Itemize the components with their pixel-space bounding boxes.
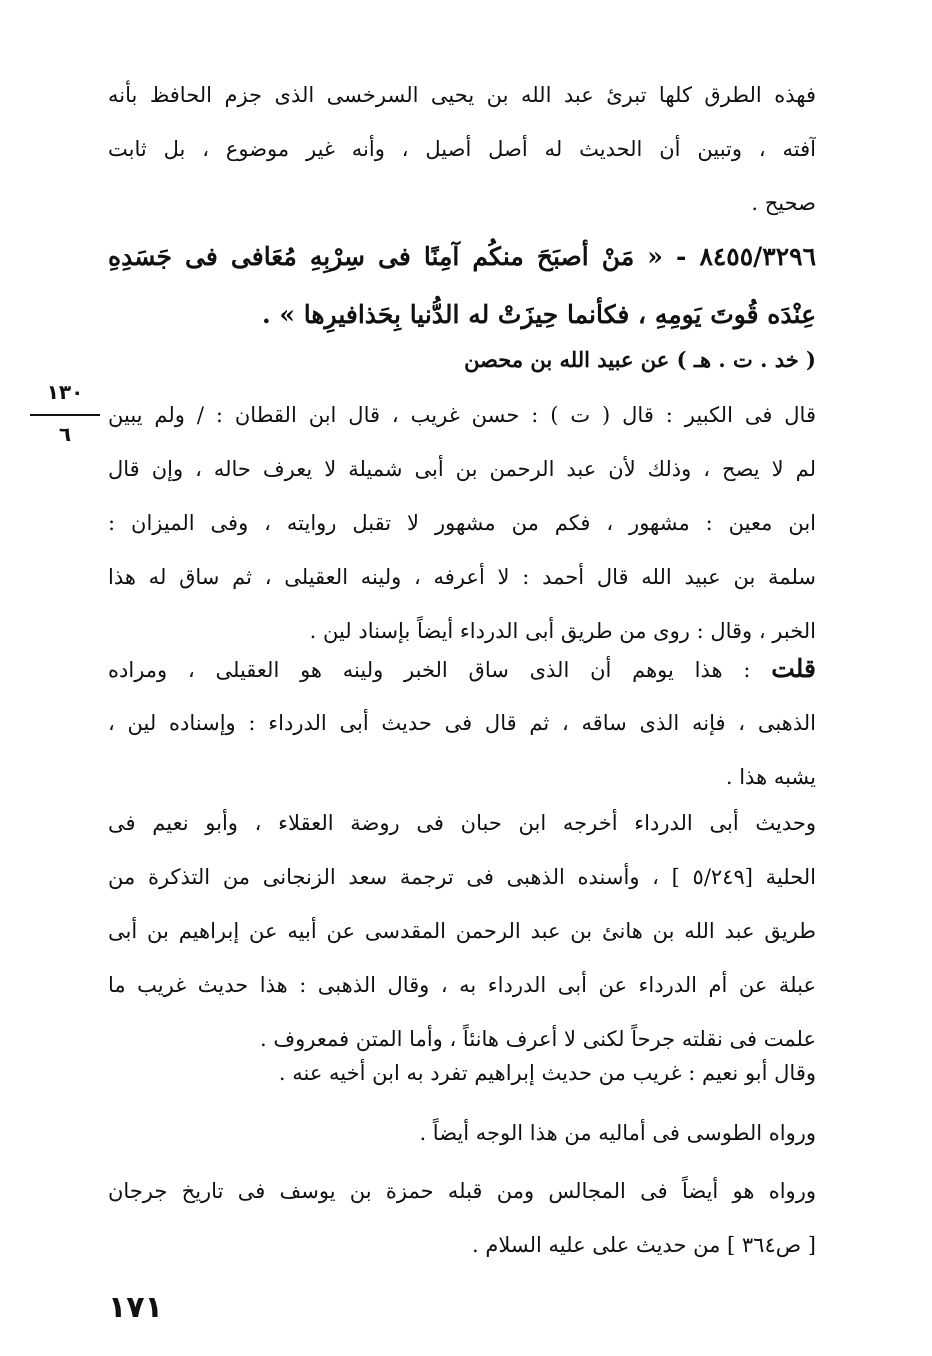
qultu-word: قلت [771, 654, 816, 683]
paragraph-tusi [108, 1106, 816, 1160]
text-line: وقال أبو نعيم : غريب من حديث إبراهيم تفرد به ابن أخيه عنه . [278, 1061, 816, 1085]
text-line: ابن معين : مشهور ، فكم من مشهور لا تقبل روايته ، وفى الميزان : [108, 511, 816, 535]
text-line: [ ص٣٦٤ ] من حديث على عليه السلام . [472, 1233, 816, 1257]
text-line: صحيح . [751, 191, 816, 215]
text-line: وحديث أبى الدرداء أخرجه ابن حبان فى روضة العقلاء ، وأبو نعيم فى [108, 811, 816, 835]
margin-reference-top: ١٣٠ [46, 380, 84, 404]
paragraph-majalis [108, 1164, 816, 1272]
text-line: طريق عبد الله بن هانئ بن عبد الرحمن المقدسى عن أبيه عن إبراهيم بن أبى [108, 919, 816, 943]
text-line: الخبر ، وقال : روى من طريق أبى الدرداء أيضاً بإسناد لين . [309, 619, 816, 643]
text-line: آفته ، وتبين أن الحديث له أصل أصيل ، وأنه غير موضوع ، بل ثابت [108, 137, 816, 161]
text-line: فهذه الطرق كلها تبرئ عبد الله بن يحيى السرخسى الذى جزم الحافظ بأنه [108, 83, 816, 107]
paragraph-abu-nuaym [108, 1046, 816, 1100]
hadith-line: ٨٤٥٥/٣٢٩٦ - « مَنْ أصبَحَ منكُم آمِنًا فى سِرْبِهِ مُعَافى فى جَسَدِهِ [108, 242, 816, 271]
text-line: قال فى الكبير : قال ( ت ) : حسن غريب ، قال ابن القطان : / ولم يبين [108, 403, 816, 427]
margin-reference-bottom: ٦ [58, 422, 72, 446]
text-line: يشبه هذا . [725, 765, 816, 789]
paragraph-abu-darda [108, 796, 816, 1066]
text-line: لم لا يصح ، وذلك لأن عبد الرحمن بن أبى شميلة لا يعرف حاله ، وإن قال [108, 457, 816, 481]
page-number: ١٧١ [108, 1290, 163, 1325]
text-line [108, 642, 816, 696]
text-line: الذهبى ، فإنه الذى ساقه ، ثم قال فى حديث أبى الدرداء : وإسناده لين ، [108, 711, 816, 735]
paragraph-qultu [108, 642, 816, 804]
text-line: الحلية [٥/٢٤٩ ] ، وأسنده الذهبى فى ترجمة سعد الزنجانى من التذكرة من [108, 865, 816, 889]
text-line: ورواه هو أيضاً فى المجالس ومن قبله حمزة بن يوسف فى تاريخ جرجان [108, 1179, 816, 1203]
margin-divider [30, 414, 100, 416]
text-line: سلمة بن عبيد الله قال أحمد : لا أعرفه ، ولينه العقيلى ، ثم ساق له هذا [108, 565, 816, 589]
text-line: علمت فى نقلته جرحاً لكنى لا أعرف هانئاً ، وأما المتن فمعروف . [259, 1027, 816, 1051]
text-line: ورواه الطوسى فى أماليه من هذا الوجه أيضاً . [419, 1121, 816, 1145]
margin-reference [30, 378, 100, 448]
text-segment: : هذا يوهم أن الذى ساق الخبر ولينه هو العقيلى ، ومراده [108, 658, 751, 682]
hadith-text [108, 228, 816, 344]
hadith-line: عِنْدَه قُوتَ يَومِهِ ، فكأنما حِيزَتْ له الدُّنيا بِحَذافيرِها » . [262, 300, 816, 329]
paragraph-commentary [108, 388, 816, 658]
paragraph-authenticity [108, 68, 816, 230]
hadith-source: ( خد . ت . هـ ) عن عبيد الله بن محصن [464, 347, 816, 372]
text-line: عبلة عن أم الدرداء عن أبى الدرداء به ، وقال الذهبى : هذا حديث غريب ما [108, 973, 816, 997]
